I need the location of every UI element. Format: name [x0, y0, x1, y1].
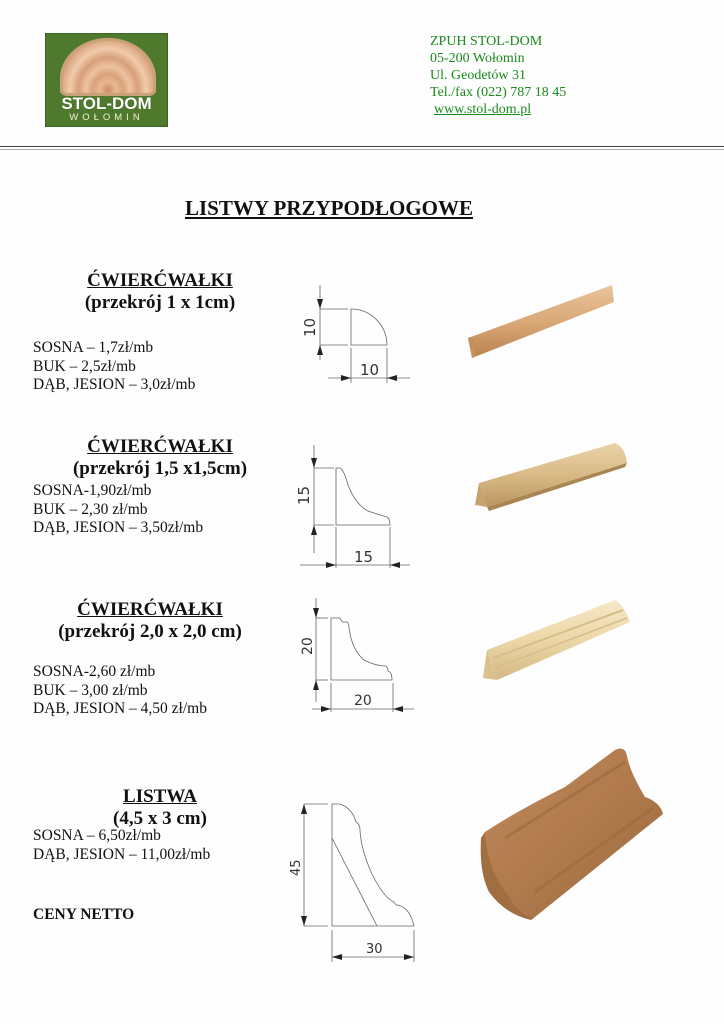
- svg-text:45: 45: [289, 859, 304, 876]
- svg-text:20: 20: [354, 693, 372, 709]
- price-line: DĄB, JESION – 4,50 zł/mb: [33, 700, 207, 717]
- header-divider-thin: [0, 149, 724, 150]
- price-line: SOSNA – 6,50zł/mb: [33, 827, 161, 844]
- price-line: DĄB, JESION – 11,00zł/mb: [33, 845, 211, 863]
- profile-drawing-2: [290, 435, 420, 575]
- street-address: Ul. Geodetów 31: [430, 68, 527, 83]
- section-3-prices: [33, 663, 207, 719]
- price-line: DĄB, JESION – 3,0zł/mb: [33, 376, 196, 393]
- price-line: SOSNA – 1,7zł/mb: [33, 339, 154, 356]
- section-2-title: [30, 436, 290, 480]
- section-name: LISTWA: [123, 786, 197, 807]
- section-dimensions: (4,5 x 3 cm): [113, 808, 207, 829]
- price-line: SOSNA-2,60 zł/mb: [33, 663, 156, 680]
- section-dimensions: (przekrój 2,0 x 2,0 cm): [58, 621, 242, 642]
- product-image-3: [475, 592, 640, 692]
- product-image-1: [462, 280, 622, 365]
- svg-text:20: 20: [300, 637, 316, 655]
- phone-fax: Tel./fax (022) 787 18 45: [430, 85, 567, 100]
- company-logo: [45, 33, 168, 127]
- price-line: BUK – 3,00 zł/mb: [33, 681, 148, 699]
- net-prices-note: CENY NETTO: [33, 906, 135, 923]
- tree-trunk-icon: [60, 38, 156, 96]
- contact-block: [430, 33, 566, 118]
- logo-city: WOŁOMIN: [69, 112, 144, 123]
- company-name: ZPUH STOL-DOM: [430, 34, 543, 49]
- section-dimensions: (przekrój 1 x 1cm): [84, 292, 236, 313]
- price-line: SOSNA-1,90zł/mb: [33, 482, 152, 499]
- header-divider: [0, 146, 724, 147]
- svg-text:30: 30: [366, 942, 383, 957]
- section-1-title: [30, 270, 290, 314]
- price-line: BUK – 2,5zł/mb: [33, 357, 136, 375]
- profile-drawing-4: [280, 790, 440, 970]
- section-4-title: [30, 786, 290, 830]
- profile-drawing-3: [290, 590, 430, 720]
- section-dimensions: (przekrój 1,5 x1,5cm): [72, 458, 248, 479]
- section-name: ĆWIERĆWAŁKI: [77, 599, 223, 620]
- section-3-title: [20, 599, 280, 643]
- svg-text:10: 10: [360, 361, 380, 379]
- logo-brand: STOL-DOM: [61, 94, 152, 113]
- product-image-4: [475, 742, 670, 922]
- price-line: DĄB, JESION – 3,50zł/mb: [33, 519, 204, 536]
- website-link[interactable]: www.stol-dom.pl: [434, 102, 532, 117]
- section-name: ĆWIERĆWAŁKI: [87, 270, 233, 291]
- section-name: ĆWIERĆWAŁKI: [87, 436, 233, 457]
- svg-text:15: 15: [354, 548, 374, 566]
- product-image-2: [465, 435, 635, 525]
- postal-address: 05-200 Wołomin: [430, 51, 525, 66]
- section-2-prices: [33, 482, 203, 538]
- profile-drawing-1: [290, 275, 420, 390]
- page-title: LISTWY PRZYPODŁOGOWE: [184, 196, 473, 220]
- section-4-prices: [33, 827, 210, 864]
- svg-text:15: 15: [295, 485, 313, 505]
- price-line: BUK – 2,30 zł/mb: [33, 500, 148, 518]
- svg-text:10: 10: [301, 317, 319, 337]
- section-1-prices: [33, 339, 195, 395]
